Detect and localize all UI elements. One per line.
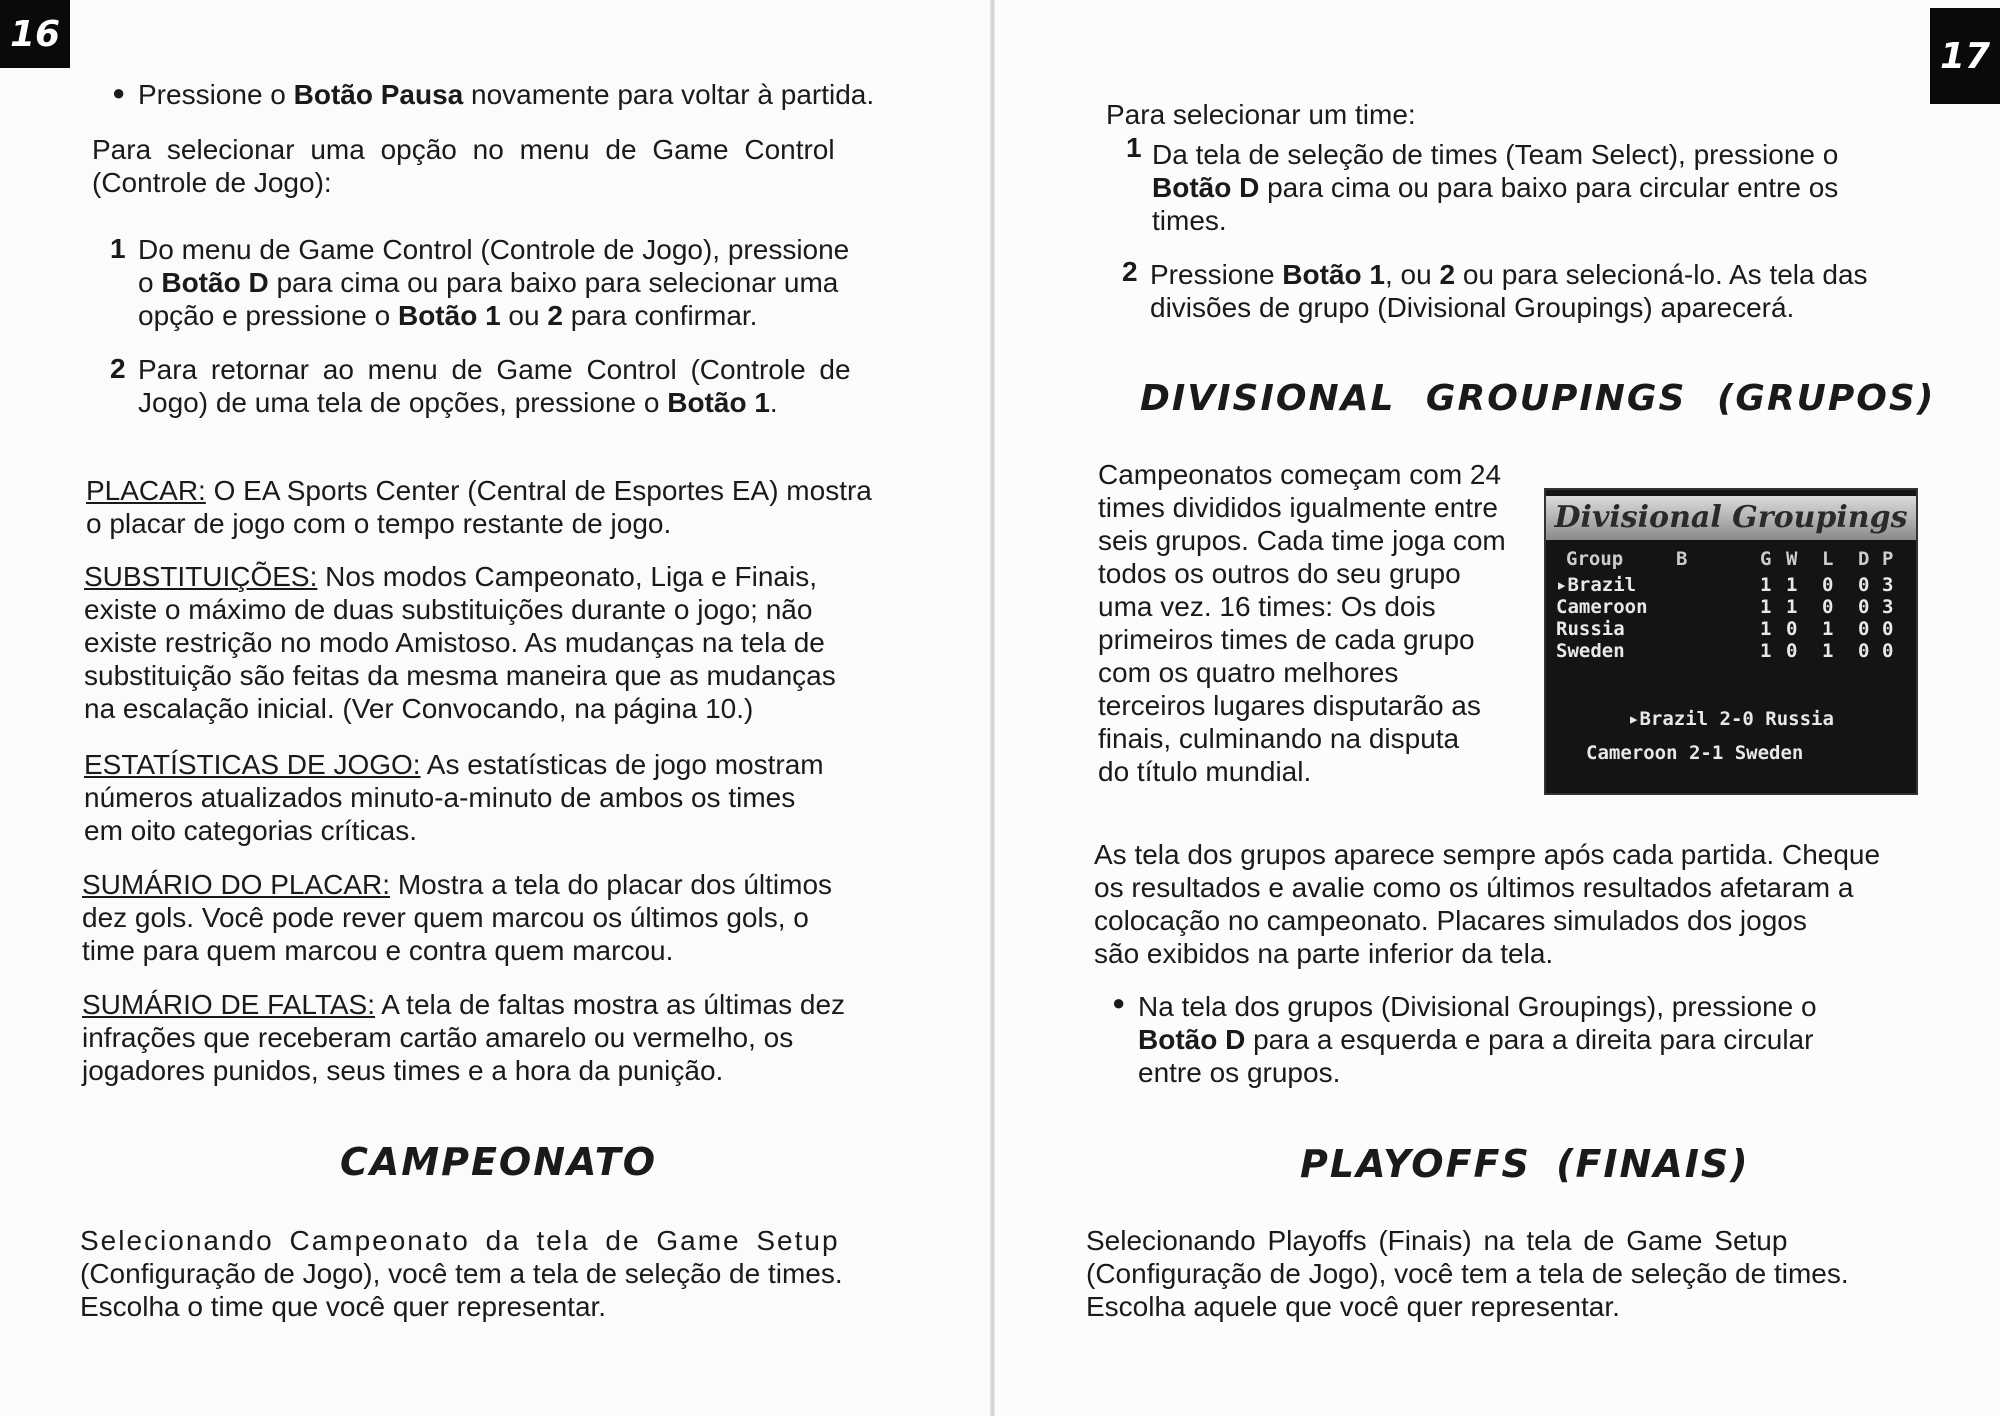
team-stat: 0 <box>1822 596 1834 618</box>
playoffs-heading: PLAYOFFS (FINAIS) <box>1300 1142 1750 1186</box>
step2-line2: Jogo) de uma tela de opções, pressione o Botão 1. <box>138 387 778 418</box>
group-letter: B <box>1676 548 1688 570</box>
playoffs-line1: Selecionando Playoffs (Finais) na tela de Game Setup <box>1086 1225 1788 1256</box>
step-number: 2 <box>1122 256 1138 287</box>
step1-line2: o Botão D para cima ou para baixo para selecionar uma <box>138 267 839 298</box>
bullet-icon: ● <box>1112 990 1126 1015</box>
team-step2-line2: divisões de grupo (Divisional Groupings) aparecerá. <box>1150 292 1795 323</box>
team-stat: 1 <box>1786 596 1798 618</box>
campeonato-line3: Escolha o time que você quer representar. <box>80 1291 607 1322</box>
team-stat: 1 <box>1786 574 1798 596</box>
playoffs-line3: Escolha aquele que você quer representar. <box>1086 1291 1620 1322</box>
stats-line3: em oito categorias críticas. <box>84 815 418 846</box>
team-stat: 3 <box>1882 596 1894 618</box>
groups-line: uma vez. 16 times: Os dois <box>1098 591 1436 622</box>
stats-line2: números atualizados minuto-a-minuto de ambos os times <box>84 782 796 813</box>
team-step1-line3: times. <box>1152 205 1227 236</box>
team-stat: 0 <box>1858 618 1870 640</box>
placar-line2: o placar de jogo com o tempo restante de jogo. <box>86 508 672 539</box>
group-label: Group <box>1566 548 1624 570</box>
groups-bullet-line1: Na tela dos grupos (Divisional Groupings), pressione o <box>1138 991 1817 1022</box>
after-line1: As tela dos grupos aparece sempre após cada partida. Cheque <box>1094 839 1881 870</box>
campeonato-line1: Selecionando Campeonato da tela de Game Setup <box>80 1225 840 1256</box>
team-step2-line1: Pressione Botão 1, ou 2 ou para selecioná-lo. As tela das <box>1150 259 1868 290</box>
team-stat: 1 <box>1760 640 1772 662</box>
step1-line1: Do menu de Game Control (Controle de Jogo), pressione <box>138 234 850 265</box>
groups-bullet-line3: entre os grupos. <box>1138 1057 1341 1088</box>
page-number-left: 16 <box>0 0 70 68</box>
groups-line: terceiros lugares disputarão as <box>1098 690 1481 721</box>
col-header: G <box>1760 548 1772 570</box>
after-line3: colocação no campeonato. Placares simulados dos jogos <box>1094 905 1807 936</box>
step2-line1: Para retornar ao menu de Game Control (Controle de <box>138 354 851 385</box>
groups-line: do título mundial. <box>1098 756 1312 787</box>
subs-line1: SUBSTITUIÇÕES: Nos modos Campeonato, Liga e Finais, <box>84 561 817 592</box>
playoffs-line2: (Configuração de Jogo), você tem a tela de seleção de times. <box>1086 1258 1849 1289</box>
team-stat: 0 <box>1786 618 1798 640</box>
team-stat: 0 <box>1786 640 1798 662</box>
step-number: 2 <box>110 353 126 384</box>
team-name: Sweden <box>1556 640 1625 662</box>
groups-line: primeiros times de cada grupo <box>1098 624 1475 655</box>
team-stat: 3 <box>1882 574 1894 596</box>
sumfaltas-line1: SUMÁRIO DE FALTAS: A tela de faltas mostra as últimas dez <box>82 989 846 1020</box>
sumfaltas-line2: infrações que receberam cartão amarelo ou vermelho, os <box>82 1022 794 1053</box>
match-result: Cameroon 2-1 Sweden <box>1586 742 1804 764</box>
step1-line3: opção e pressione o Botão 1 ou 2 para confirmar. <box>138 300 758 331</box>
screenshot-banner: Divisional Groupings <box>1546 496 1916 540</box>
team-select-intro: Para selecionar um time: <box>1106 99 1416 130</box>
page-number-right: 17 <box>1930 8 2000 104</box>
sumplacar-line2: dez gols. Você pode rever quem marcou os últimos gols, o <box>82 902 809 933</box>
team-stat: 0 <box>1858 574 1870 596</box>
sumplacar-line1: SUMÁRIO DO PLACAR: Mostra a tela do placar dos últimos <box>82 869 833 900</box>
team-name: Russia <box>1556 618 1625 640</box>
groups-line: com os quatro melhores <box>1098 657 1399 688</box>
step-number: 1 <box>110 233 126 264</box>
divisional-groupings-screenshot <box>1544 488 1918 795</box>
match-result: ▸Brazil 2-0 Russia <box>1628 708 1834 730</box>
stats-line1: ESTATÍSTICAS DE JOGO: As estatísticas de jogo mostram <box>84 749 824 780</box>
groups-paragraph <box>1098 458 1528 788</box>
subs-line5: na escalação inicial. (Ver Convocando, na página 10.) <box>84 693 754 724</box>
col-header: D <box>1858 548 1870 570</box>
team-step1-line1: Da tela de seleção de times (Team Select), pressione o <box>1152 139 1839 170</box>
bullet-icon: ● <box>112 80 126 105</box>
campeonato-heading: CAMPEONATO <box>340 1140 658 1184</box>
subs-line3: existe restrição no modo Amistoso. As mudanças na tela de <box>84 627 825 658</box>
team-name: ▸Brazil <box>1556 574 1637 596</box>
campeonato-line2: (Configuração de Jogo), você tem a tela de seleção de times. <box>80 1258 843 1289</box>
game-control-intro-line1: Para selecionar uma opção no menu de Game Control <box>92 134 835 165</box>
groups-line: finais, culminando na disputa <box>1098 723 1460 754</box>
groups-line: Campeonatos começam com 24 <box>1098 459 1502 490</box>
team-stat: 1 <box>1760 618 1772 640</box>
team-stat: 0 <box>1858 596 1870 618</box>
groups-line: times divididos igualmente entre <box>1098 492 1498 523</box>
groups-line: todos os outros do seu grupo <box>1098 558 1461 589</box>
pause-bullet-text: Pressione o Botão Pausa novamente para voltar à partida. <box>138 79 875 110</box>
team-stat: 0 <box>1882 640 1894 662</box>
step-number: 1 <box>1126 132 1142 163</box>
game-control-intro-line2: (Controle de Jogo): <box>92 167 332 198</box>
groups-bullet-line2: Botão D para a esquerda e para a direita para circular <box>1138 1024 1814 1055</box>
team-stat: 1 <box>1822 640 1834 662</box>
subs-line4: substituição são feitas da mesma maneira que as mudanças <box>84 660 836 691</box>
placar-line1: PLACAR: O EA Sports Center (Central de Esportes EA) mostra <box>86 475 872 506</box>
col-header: W <box>1786 548 1798 570</box>
col-header: P <box>1882 548 1894 570</box>
groups-line: seis grupos. Cada time joga com <box>1098 525 1506 556</box>
col-header: L <box>1822 548 1834 570</box>
team-stat: 0 <box>1858 640 1870 662</box>
after-line4: são exibidos na parte inferior da tela. <box>1094 938 1554 969</box>
team-name: Cameroon <box>1556 596 1648 618</box>
sumplacar-line3: time para quem marcou e contra quem marcou. <box>82 935 674 966</box>
after-line2: os resultados e avalie como os últimos resultados afetaram a <box>1094 872 1854 903</box>
team-stat: 0 <box>1822 574 1834 596</box>
team-stat: 1 <box>1760 596 1772 618</box>
team-step1-line2: Botão D para cima ou para baixo para circular entre os <box>1152 172 1839 203</box>
divisional-groupings-heading: DIVISIONAL GROUPINGS (GRUPOS) <box>1140 378 1936 419</box>
team-stat: 1 <box>1822 618 1834 640</box>
sumfaltas-line3: jogadores punidos, seus times e a hora da punição. <box>82 1055 724 1086</box>
team-stat: 0 <box>1882 618 1894 640</box>
team-stat: 1 <box>1760 574 1772 596</box>
subs-line2: existe o máximo de duas substituições durante o jogo; não <box>84 594 813 625</box>
